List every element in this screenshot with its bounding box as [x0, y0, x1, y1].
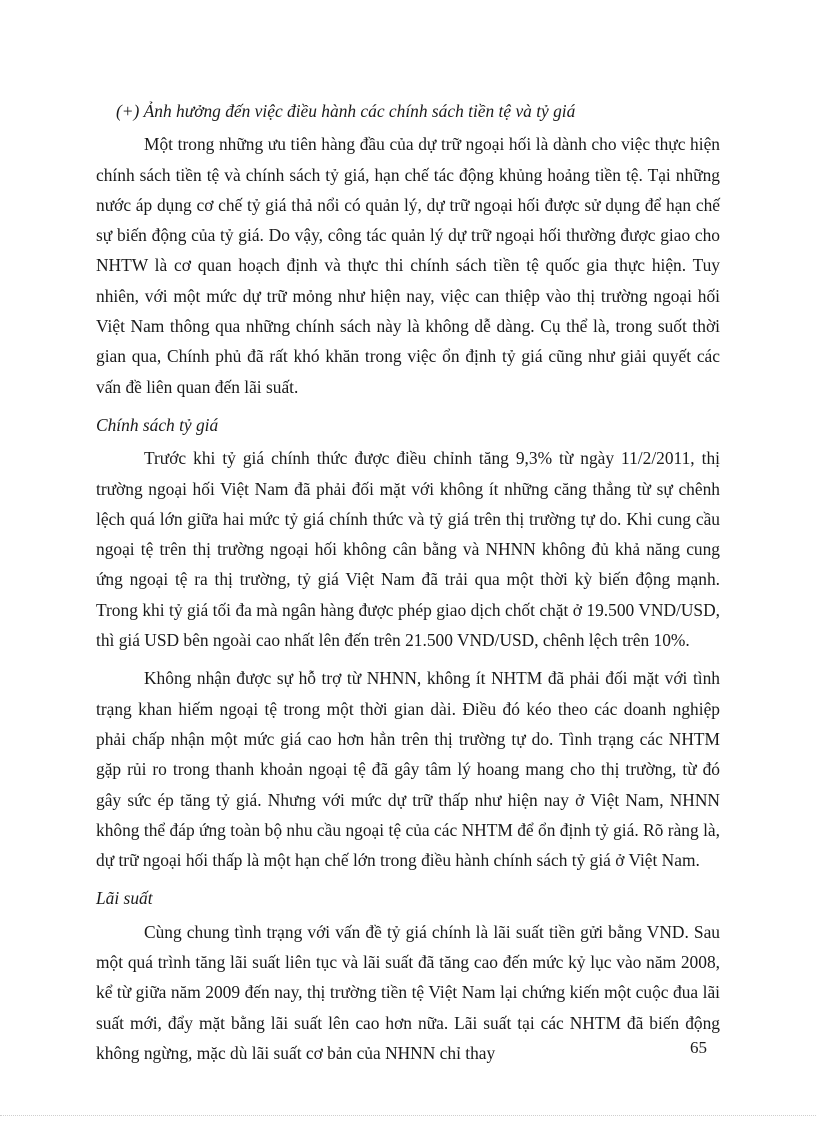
paragraph-interest-rate: Cùng chung tình trạng với vấn đề tỷ giá chính là lãi suất tiền gửi bằng VND. Sau một quá trình tăng lãi suất liên tục và lãi suất đã tăng cao đến mức kỷ lục vào năm 2008, kể từ giữa năm 2009 đến nay, thị trường tiền tệ Việt Nam lại chứng kiến một cuộc đua lãi suất mới, đẩy mặt bằng lãi suất lên cao hơn nữa. Lãi suất tại các NHTM đã biến động không ngừng, mặc dù lãi suất cơ bản của NHNN chỉ thay: [96, 921, 720, 1063]
paragraph-reserve-priority: Một trong những ưu tiên hàng đầu của dự trữ ngoại hối là dành cho việc thực hiện chính sách tiền tệ và chính sách tỷ giá, hạn chế tác động khủng hoảng tiền tệ. Tại những nước áp dụng cơ chế tỷ giá thả nổi có quản lý, dự trữ ngoại hối được sử dụng để hạn chế sự biến động của tỷ giá. Do vậy, công tác quản lý dự trữ ngoại hối thường được giao cho NHTW là cơ quan hoạch định và thực thi chính sách tiền tệ quốc gia thực hiện. Tuy nhiên, với một mức dự trữ mỏng như hiện nay, việc can thiệp vào thị trường ngoại hối Việt Nam thông qua những chính sách này là không dễ dàng. Cụ thể là, trong suốt thời gian qua, Chính phủ đã rất khó khăn trong việc ổn định tỷ giá cũng như giải quyết các vấn đề liên quan đến lãi suất.: [96, 134, 720, 397]
page-bottom-divider: [0, 1115, 816, 1116]
page-number: 65: [690, 1038, 707, 1057]
section-heading-exchange-rate: Chính sách tỷ giá: [96, 414, 219, 435]
section-heading-monetary-policy: (+) Ảnh hưởng đến việc điều hành các chính sách tiền tệ và tỷ giá: [116, 101, 576, 121]
paragraph-nhnn-support: Không nhận được sự hỗ trợ từ NHNN, không ít NHTM đã phải đối mặt với tình trạng khan hiếm ngoại tệ trong một thời gian dài. Điều đó kéo theo các doanh nghiệp phải chấp nhận một mức giá cao hơn hẳn trên thị trường tự do. Tình trạng các NHTM gặp rủi ro trong thanh khoản ngoại tệ đã gây tâm lý hoang mang cho thị trường, từ đó gây sức ép tăng tỷ giá. Nhưng với mức dự trữ thấp như hiện nay ở Việt Nam, NHNN không thể đáp ứng toàn bộ nhu cầu ngoại tệ của các NHTM để ổn định tỷ giá. Rõ ràng là, dự trữ ngoại hối thấp là một hạn chế lớn trong điều hành chính sách tỷ giá ở Việt Nam.: [96, 668, 720, 871]
section-heading-interest-rate: Lãi suất: [96, 888, 153, 909]
document-page: [96, 96, 720, 1076]
paragraph-exchange-rate: Trước khi tỷ giá chính thức được điều chỉnh tăng 9,3% từ ngày 11/2/2011, thị trường ngoại hối Việt Nam đã phải đối mặt với không ít những căng thẳng từ sự chênh lệch quá lớn giữa hai mức tỷ giá chính thức và tỷ giá trên thị trường tự do. Khi cung cầu ngoại tệ trên thị trường ngoại hối không cân bằng và NHNN không đủ khả năng cung ứng ngoại tệ ra thị trường, tỷ giá Việt Nam đã trải qua một thời kỳ biến động mạnh. Trong khi tỷ giá tối đa mà ngân hàng được phép giao dịch chốt chặt ở 19.500 VND/USD, thì giá USD bên ngoài cao nhất lên đến trên 21.500 VND/USD, chênh lệch trên 10%.: [96, 448, 720, 651]
